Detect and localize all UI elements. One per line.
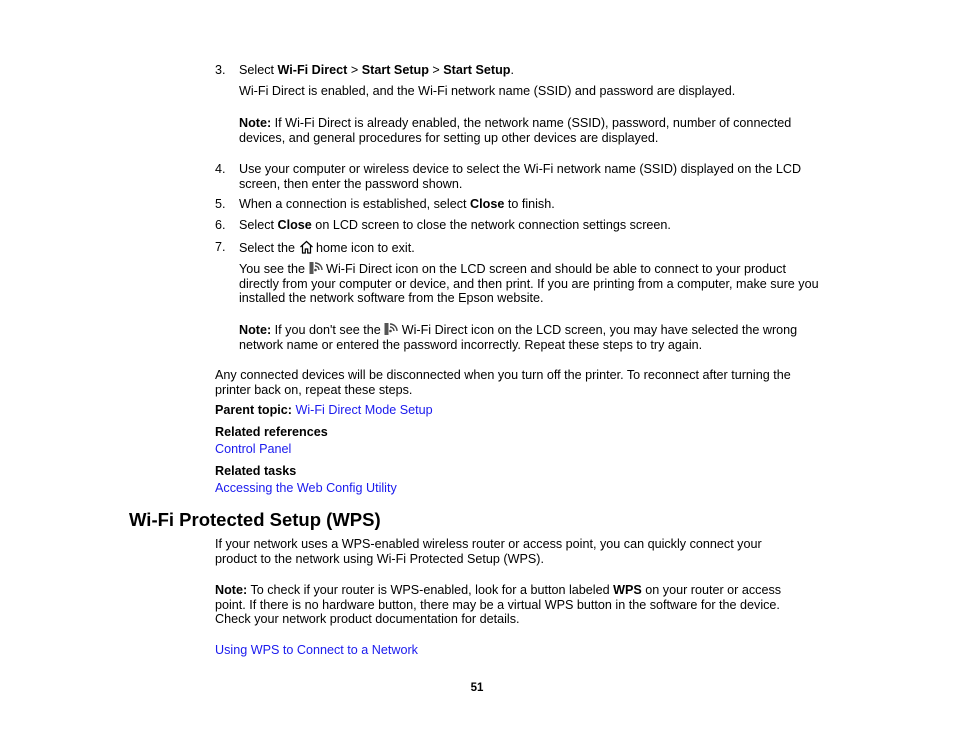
page-number: 51 xyxy=(470,682,484,694)
note-text: To check if your router is WPS-enabled, look for a button labeled xyxy=(247,583,614,597)
para-text-end: Wi-Fi Direct icon on the LCD screen and should be able to connect to your product directly from your computer or device, and then print. If you are printing from a computer, make sure you installed the network software from the Epson website. xyxy=(239,262,819,306)
note-text-end: on your router or access point. If there is no hardware button, there may be a virtual WPS button in the software for the device. Check your network product documentation for details. xyxy=(215,583,782,627)
wps-label: WPS xyxy=(613,583,642,597)
parent-topic-link[interactable]: Wi-Fi Direct Mode Setup xyxy=(295,403,433,417)
section-intro: If your network uses a WPS-enabled wireless router or access point, you can quickly connect your product to the network using Wi-Fi Protected Setup (WPS). xyxy=(215,537,762,566)
related-references-list xyxy=(215,442,835,457)
note-label: Note: xyxy=(215,583,248,597)
step-number: 4. xyxy=(215,162,226,176)
note-text: If you don't see the xyxy=(271,323,385,337)
using-wps-link[interactable]: Using WPS to Connect to a Network xyxy=(215,643,418,657)
close-label: Close xyxy=(277,218,312,232)
step-text-end: to finish. xyxy=(504,197,555,211)
control-panel-link[interactable]: Control Panel xyxy=(215,442,292,456)
step-7-paragraph xyxy=(239,261,829,306)
note-2 xyxy=(239,322,829,352)
step-text: Select xyxy=(239,218,278,232)
parent-topic-label: Parent topic: xyxy=(215,403,292,417)
wps-link-container xyxy=(215,643,835,658)
step-5 xyxy=(239,197,829,212)
step-7 xyxy=(239,240,829,256)
step-text: When a connection is established, select xyxy=(239,197,471,211)
step-text: Select xyxy=(239,63,278,77)
parent-topic xyxy=(215,403,835,418)
heading-text: Related tasks xyxy=(215,464,297,478)
note-text: If Wi-Fi Direct is already enabled, the network name (SSID), password, number of connected devices, and general procedures for setting up other devices are displayed. xyxy=(239,116,792,145)
step-4: Use your computer or wireless device to select the Wi-Fi network name (SSID) displayed on the LCD screen, then enter the password shown. xyxy=(239,162,802,191)
step-6 xyxy=(239,218,829,233)
close-label: Close xyxy=(470,197,505,211)
step-text-end: . xyxy=(510,63,514,77)
step-text-end: on LCD screen to close the network connection settings screen. xyxy=(311,218,671,232)
step-number: 3. xyxy=(215,63,226,77)
step-number: 5. xyxy=(215,197,226,211)
note-label: Note: xyxy=(239,116,272,130)
note-text-end: Wi-Fi Direct icon on the LCD screen, you may have selected the wrong network name or entered the password incorrectly. Repeat these steps to try again. xyxy=(239,323,798,352)
section-title: Wi-Fi Protected Setup (WPS) xyxy=(129,509,381,530)
menu-start-setup: Start Setup xyxy=(361,63,429,77)
related-references-heading xyxy=(215,425,835,440)
step-text-end: home icon to exit. xyxy=(312,241,415,255)
step-3-result: Wi-Fi Direct is enabled, and the Wi-Fi network name (SSID) and password are displayed. xyxy=(239,84,736,98)
menu-start-setup-2: Start Setup xyxy=(443,63,511,77)
heading-text: Related references xyxy=(215,425,328,439)
menu-wifi-direct: Wi-Fi Direct xyxy=(277,63,348,77)
related-tasks-heading xyxy=(215,464,835,479)
note-1 xyxy=(239,116,829,145)
separator: > xyxy=(428,63,444,77)
web-config-link[interactable]: Accessing the Web Config Utility xyxy=(215,481,397,495)
step-text: Select the xyxy=(239,241,299,255)
step-number: 7. xyxy=(215,240,226,254)
home-icon xyxy=(299,240,313,254)
note-label: Note: xyxy=(239,323,272,337)
wifi-direct-icon xyxy=(309,261,323,275)
wifi-direct-icon xyxy=(384,322,398,336)
related-tasks-list xyxy=(215,481,835,496)
disconnect-paragraph: Any connected devices will be disconnected when you turn off the printer. To reconnect after turning the printer back on, repeat these steps. xyxy=(215,368,791,397)
para-text: You see the xyxy=(239,262,309,276)
separator: > xyxy=(347,63,362,77)
step-3 xyxy=(239,63,829,78)
section-note xyxy=(215,583,815,627)
step-number: 6. xyxy=(215,218,226,232)
